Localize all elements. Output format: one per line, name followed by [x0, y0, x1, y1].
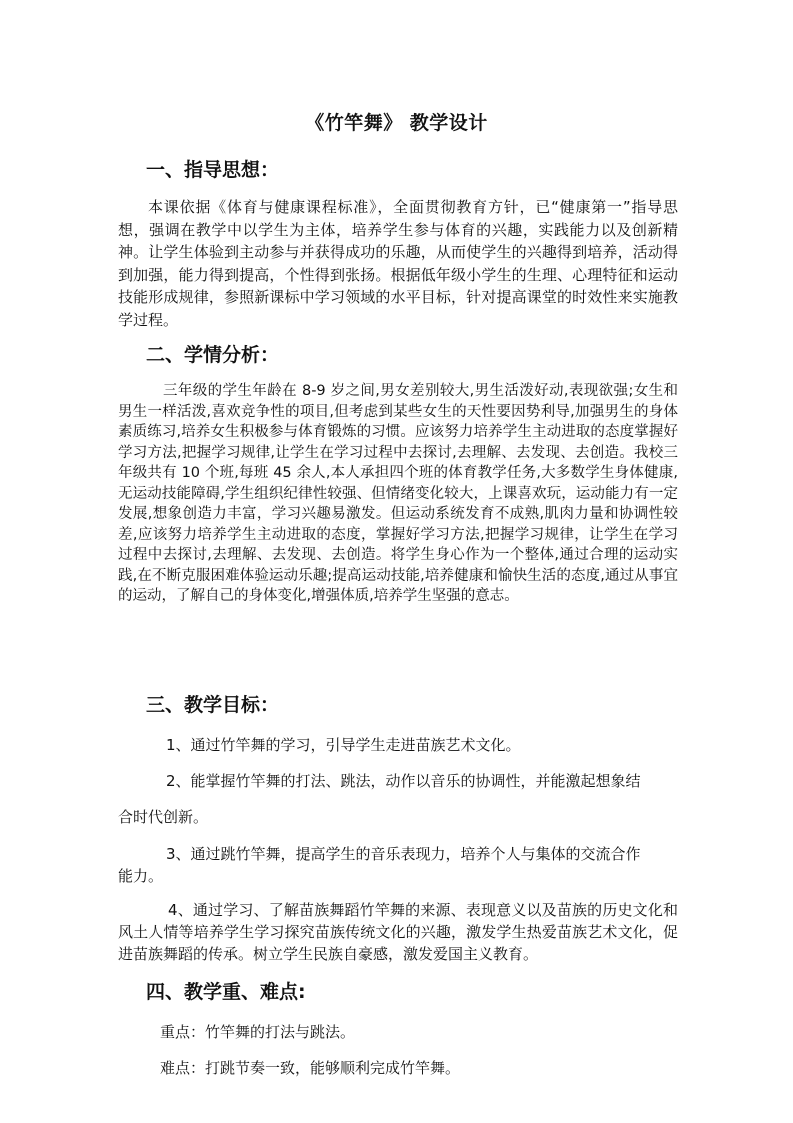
goal-item-2: 2、能掌握竹竿舞的打法、跳法，动作以音乐的协调性，并能激起想象结 — [166, 772, 641, 790]
document-title: 《竹竿舞》 教学设计 — [305, 112, 488, 134]
student-analysis-paragraph: 三年级的学生年龄在 8-9 岁之间,男女差别较大,男生活泼好动,表现欲强;女生和男生一样活泼,喜欢竞争性的项目,但考虑到某些女生的天性要因势利导,加强男生的身体素质练习,培养女生积极参与体育锻炼的习惯。应该努力培养学生主动进取的态度掌握好学习方法,把握学习规律,让学生在学习过程中去探讨,去理解、去发现、去创造。我校三年级共有 10 个班,每班 45 余人,本人承担四个班的体育教学任务,大多数学生身体健康,无运动技能障碍,学生组织纪律性较强、但情绪变化较大，上课喜欢玩，运动能力有一定发展,想象创造力丰富，学习兴趣易激发。但运动系统发育不成熟,肌肉力量和协调性较差,应该努力培养学生主动进取的态度，掌握好学习方法,把握学习规律，让学生在学习过程中去探讨,去理解、去发现、去创造。将学生身心作为一个整体,通过合理的运动实践,在不断克服困难体验运动乐趣;提高运动技能,培养健康和愉快生活的态度,通过从事宜的运动，了解自己的身体变化,增强体质,培养学生坚强的意志。 — [118, 383, 678, 604]
goal-item-2-continued: 合时代创新。 — [118, 808, 209, 826]
goal-item-4: 4、通过学习、了解苗族舞蹈竹竿舞的来源、表现意义以及苗族的历史文化和风土人情等培养学生学习探究苗族传统文化的兴趣，激发学生热爱苗族艺术文化，促进苗族舞蹈的传承。树立学生民族自豪感，激发爱国主义教育。 — [118, 901, 678, 963]
section-heading-key-difficult-points: 四、教学重、难点: — [146, 981, 306, 1003]
goal-item-3-continued: 能力。 — [118, 867, 164, 885]
goal-item-1: 1、通过竹竿舞的学习，引导学生走进苗族艺术文化。 — [166, 736, 521, 754]
section-heading-student-analysis: 二、学情分析： — [146, 344, 280, 366]
key-point-text: 重点：竹竿舞的打法与跳法。 — [160, 1023, 356, 1041]
goal-item-3: 3、通过跳竹竿舞，提高学生的音乐表现力，培养个人与集体的交流合作 — [166, 845, 641, 863]
guiding-ideology-paragraph: 本课依据《体育与健康课程标准》，全面贯彻教育方针，已“健康第一”指导思想，强调在教学中以学生为主体，培养学生参与体育的兴趣，实践能力以及创新精神。让学生体验到主动参与并获得成功的乐趣，从而使学生的兴趣得到培养，活动得到加强，能力得到提高，个性得到张扬。根据低年级小学生的生理、心理特征和运动技能形成规律，参照新课标中学习领域的水平目标，针对提高课堂的时效性来实施教学过程。 — [118, 198, 678, 329]
difficulty-text: 难点：打跳节奏一致，能够顺利完成竹竿舞。 — [160, 1059, 461, 1077]
section-heading-teaching-goals: 三、教学目标： — [146, 694, 280, 716]
section-heading-guiding-ideology: 一、指导思想： — [146, 159, 280, 181]
